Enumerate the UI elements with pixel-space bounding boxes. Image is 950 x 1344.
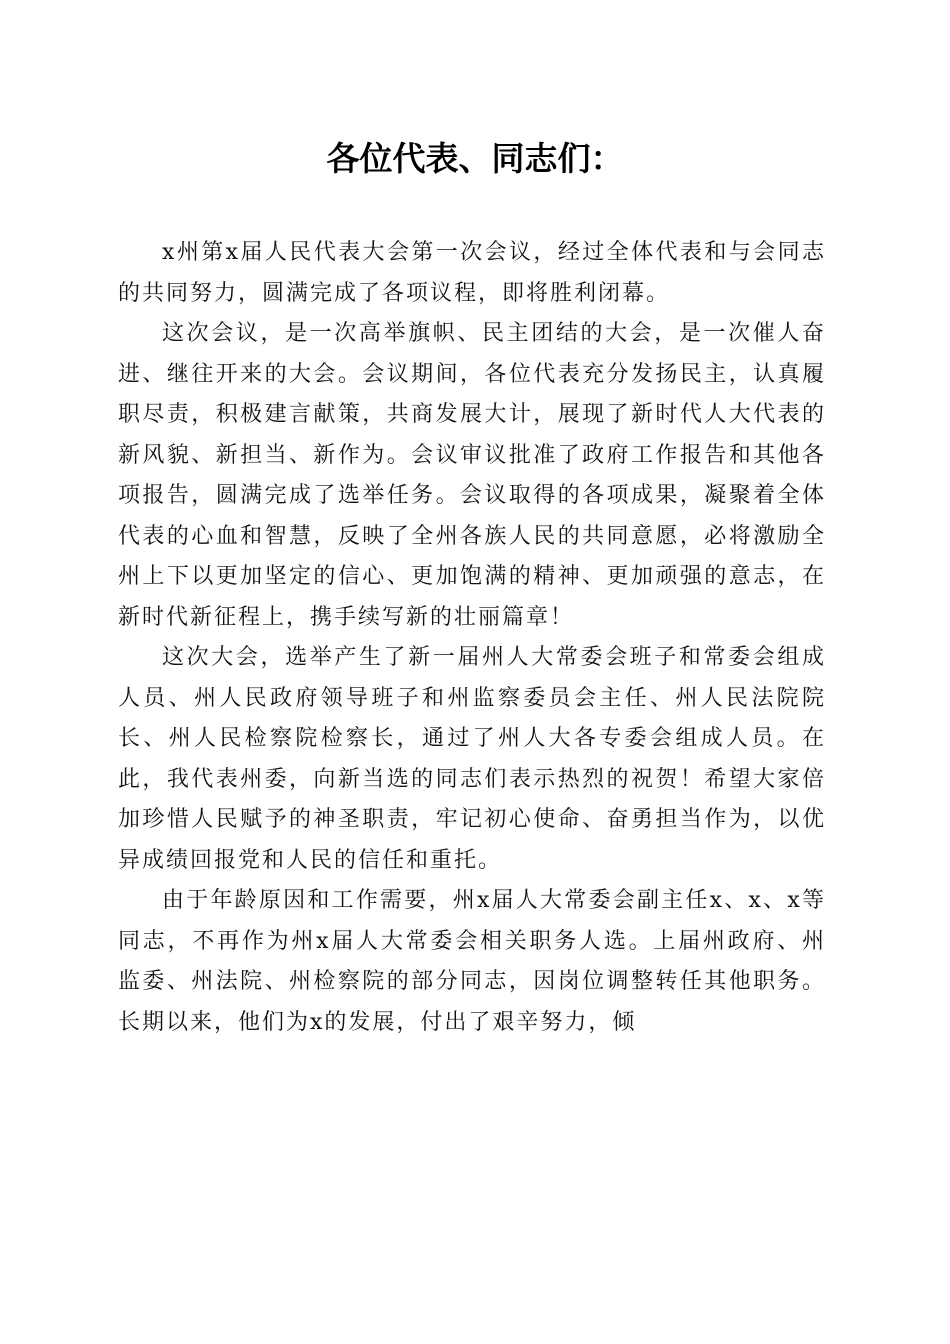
page-title: 各位代表、同志们： [326, 139, 624, 178]
paragraph-2: 这次会议，是一次高举旗帜、民主团结的大会，是一次催人奋进、继往开来的大会。会议期间，各位代表充分发扬民主，认真履职尽责，积极建言献策，共商发展大计，展现了新时代人大代表的新风貌、新担当、新作为。会议审议批准了政府工作报告和其他各项报告，圆满完成了选举任务。会议取得的各项成果，凝聚着全体代表的心血和智慧，反映了全州各族人民的共同意愿，必将激励全州上下以更加坚定的信心、更加饱满的精神、更加顽强的意志，在新时代新征程上，携手续写新的壮丽篇章！ [118, 321, 826, 630]
paragraph-3: 这次大会，选举产生了新一届州人大常委会班子和常委会组成人员、州人民政府领导班子和州监察委员会主任、州人民法院院长、州人民检察院检察长，通过了州人大各专委会组成人员。在此，我代表州委，向新当选的同志们表示热烈的祝贺！希望大家倍加珍惜人民赋予的神圣职责，牢记初心使命、奋勇担当作为，以优异成绩回报党和人民的信任和重托。 [118, 645, 826, 873]
document-body [118, 233, 826, 1043]
paragraph-1: x州第x届人民代表大会第一次会议，经过全体代表和与会同志的共同努力，圆满完成了各项议程，即将胜利闭幕。 [118, 240, 826, 306]
paragraph-4: 由于年龄原因和工作需要，州x届人大常委会副主任x、x、x等同志，不再作为州x届人大常委会相关职务人选。上届州政府、州监委、州法院、州检察院的部分同志，因岗位调整转任其他职务。长期以来，他们为x的发展，付出了艰辛努力，倾 [118, 888, 826, 1035]
